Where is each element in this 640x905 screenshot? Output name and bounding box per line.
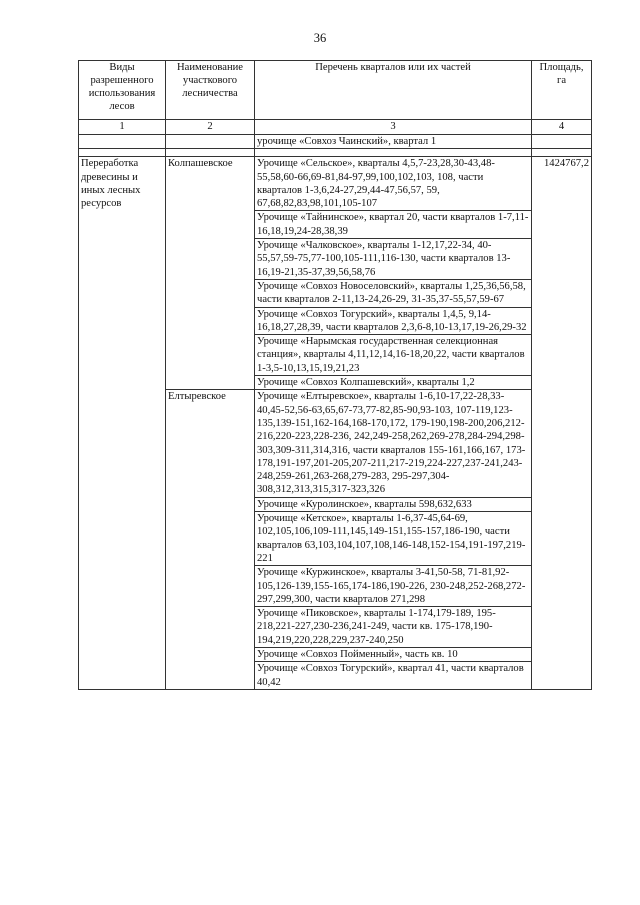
- table-row: [79, 157, 592, 211]
- quarters-cell: Урочище «Совхоз Пойменный», часть кв. 10: [255, 647, 532, 661]
- quarters-cell: Урочище «Елтыревское», кварталы 1-6,10-17,22-28,33-40,45-52,56-63,65,67-73,77-82,85-90,93-103, 107-119,123-135,139-151,162-164,168-170,172, 179-190,198-200,206,212-216,220-223,228-236, 242,249-258,262,269-278,284-294,298-303,309-311,314,316, части кварталов 155-161,166,167, 173-178,191-197,201-205,207-211,217-219,224-227,237-241,243-248,259-261,263-268,279-283, 295-297,304-308,312,313,315,317-323,326: [255, 390, 532, 497]
- column-number: 2: [166, 120, 255, 135]
- forestry-name-cell: Колпашевское: [166, 157, 255, 390]
- empty-cell: [532, 149, 592, 157]
- spacer-row: [79, 149, 592, 157]
- area-cell: 1424767,2: [532, 157, 592, 690]
- header-forestry-name: Наименование участкового лесничества: [166, 61, 255, 120]
- quarters-cell: Урочище «Кетское», кварталы 1-6,37-45,64-69, 102,105,106,109-111,145,149-151,155-157,186-190, части кварталов 63,103,104,107,108,146-148,152-154,191-197,219-221: [255, 512, 532, 566]
- quarters-cell: Урочище «Пиковское», кварталы 1-174,179-189, 195-218,221-227,230-236,241-249, части кв. 175-178,190-194,219,220,228,229,237-240,250: [255, 607, 532, 648]
- empty-cell: [255, 149, 532, 157]
- empty-cell: [166, 135, 255, 149]
- quarters-cell: Урочище «Совхоз Колпашевский», кварталы 1,2: [255, 376, 532, 390]
- quarters-cell: Урочище «Куролинское», кварталы 598,632,633: [255, 497, 532, 511]
- empty-cell: [79, 135, 166, 149]
- quarters-cell: Урочище «Тайнинское», квартал 20, части кварталов 1-7,11-16,18,19,24-28,38,39: [255, 211, 532, 239]
- forestry-name-cell: Елтыревское: [166, 390, 255, 690]
- quarters-cell: Урочище «Совхоз Тогурский», кварталы 1,4,5, 9,14-16,18,27,28,39, части кварталов 2,3,6-8,10-13,17,19-26,29-32: [255, 307, 532, 335]
- column-number: 1: [79, 120, 166, 135]
- empty-cell: [166, 149, 255, 157]
- header-usage-type: Виды разрешенного использования лесов: [79, 61, 166, 120]
- table-header-row: [79, 61, 592, 120]
- quarters-cell: урочище «Совхоз Чаинский», квартал 1: [255, 135, 532, 149]
- quarters-cell: Урочище «Совхоз Тогурский», квартал 41, части кварталов 40,42: [255, 662, 532, 690]
- quarters-cell: Урочище «Сельское», кварталы 4,5,7-23,28,30-43,48-55,58,60-66,69-81,84-97,99,100,102,103, 108, части кварталов 1-3,6,24-27,29,44-47,56,57, 59, 67,68,82,83,98,101,105-107: [255, 157, 532, 211]
- quarters-cell: Урочище «Нарымская государственная селекционная станция», кварталы 4,11,12,14,16-18,20,22, части кварталов 1-3,5-10,13,15,19,21,23: [255, 335, 532, 376]
- header-quarters-list: Перечень кварталов или их частей: [255, 61, 532, 120]
- quarters-cell: Урочище «Совхоз Новоселовский», кварталы 1,25,36,56,58, части кварталов 2-11,13-24,26-29, 31-35,37-55,57,59-67: [255, 279, 532, 307]
- forest-quarters-table: [78, 60, 592, 690]
- usage-type-cell: Переработка древесины и иных лесных ресурсов: [79, 157, 166, 690]
- column-number: 3: [255, 120, 532, 135]
- empty-cell: [532, 135, 592, 149]
- quarters-cell: Урочище «Куржинское», кварталы 3-41,50-58, 71-81,92-105,126-139,155-165,174-186,190-226, 230-248,252-268,272-297,299,300, части кварталов 271,298: [255, 566, 532, 607]
- page-number: 36: [313, 31, 327, 45]
- column-number: 4: [532, 120, 592, 135]
- quarters-cell: Урочище «Чалковское», кварталы 1-12,17,22-34, 40-55,57,59-75,77-100,105-111,116-130, части кварталов 13-16,19-21,35-37,39,56,58,76: [255, 239, 532, 280]
- column-number-row: [79, 120, 592, 135]
- empty-cell: [79, 149, 166, 157]
- continuation-row: [79, 135, 592, 149]
- header-area: Площадь, га: [532, 61, 592, 120]
